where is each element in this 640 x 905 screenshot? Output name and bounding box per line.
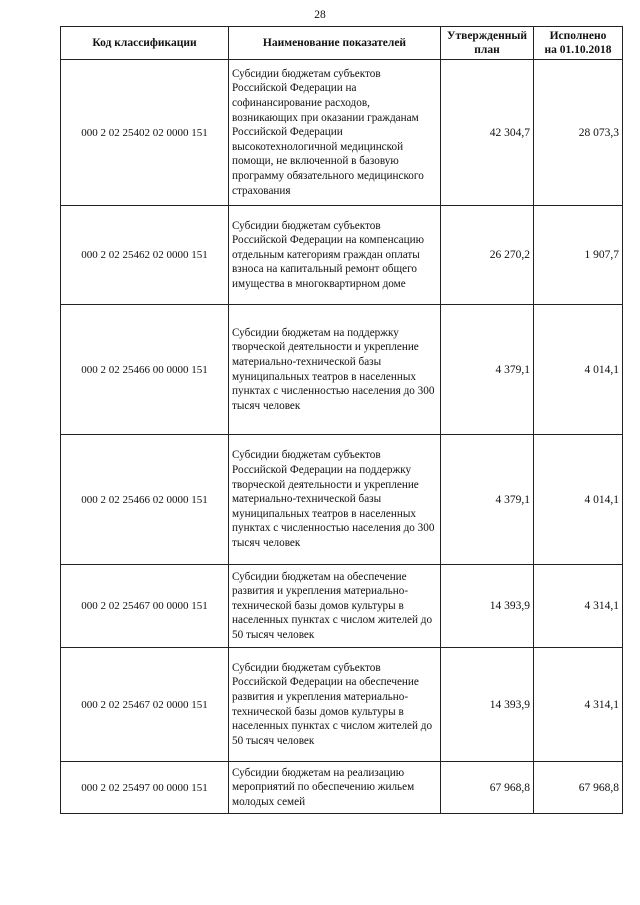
row-plan: 42 304,7 <box>441 60 534 206</box>
row-plan: 4 379,1 <box>441 305 534 435</box>
table-header-row <box>61 27 623 60</box>
header-plan-line2: план <box>474 44 500 56</box>
row-name: Субсидии бюджетам субъектов Российской Федерации на софинансирование расходов, возникающих при оказании гражданам Российской Федерации высокотехнологичной медицинской помощи, не включенной в базовую программу обязательного медицинского страхования <box>229 60 441 206</box>
table-row <box>61 648 623 762</box>
row-name: Субсидии бюджетам на реализацию мероприятий по обеспечению жильем молодых семей <box>229 762 441 814</box>
row-code: 000 2 02 25467 00 0000 151 <box>61 565 229 648</box>
row-plan: 14 393,9 <box>441 648 534 762</box>
row-done: 67 968,8 <box>534 762 623 814</box>
row-done: 28 073,3 <box>534 60 623 206</box>
row-code: 000 2 02 25466 02 0000 151 <box>61 435 229 565</box>
row-done: 4 014,1 <box>534 435 623 565</box>
table-row <box>61 60 623 206</box>
row-code: 000 2 02 25462 02 0000 151 <box>61 206 229 305</box>
page-number: 28 <box>314 9 326 21</box>
row-name: Субсидии бюджетам на обеспечение развития и укрепления материально-технической базы домов культуры в населенных пунктах с числом жителей до 50 тысяч человек <box>229 565 441 648</box>
row-code: 000 2 02 25467 02 0000 151 <box>61 648 229 762</box>
table-row <box>61 762 623 814</box>
row-done: 4 314,1 <box>534 648 623 762</box>
budget-table <box>60 26 623 814</box>
header-code: Код классификации <box>61 27 229 60</box>
row-code: 000 2 02 25497 00 0000 151 <box>61 762 229 814</box>
row-plan: 67 968,8 <box>441 762 534 814</box>
row-plan: 26 270,2 <box>441 206 534 305</box>
row-name: Субсидии бюджетам субъектов Российской Федерации на обеспечение развития и укрепления материально-технической базы домов культуры в населенных пунктах с числом жителей до 50 тысяч человек <box>229 648 441 762</box>
row-done: 4 314,1 <box>534 565 623 648</box>
header-name: Наименование показателей <box>229 27 441 60</box>
row-plan: 4 379,1 <box>441 435 534 565</box>
table-row <box>61 435 623 565</box>
row-code: 000 2 02 25466 00 0000 151 <box>61 305 229 435</box>
row-done: 4 014,1 <box>534 305 623 435</box>
row-name: Субсидии бюджетам на поддержку творческой деятельности и укрепление материально-технической базы муниципальных театров в населенных пунктах с численностью населения до 300 тысяч человек <box>229 305 441 435</box>
table-row <box>61 206 623 305</box>
row-code: 000 2 02 25402 02 0000 151 <box>61 60 229 206</box>
header-plan-line1: Утвержденный <box>447 30 527 42</box>
row-done: 1 907,7 <box>534 206 623 305</box>
header-plan <box>441 27 534 60</box>
header-done-line2: на 01.10.2018 <box>544 44 612 56</box>
row-name: Субсидии бюджетам субъектов Российской Федерации на поддержку творческой деятельности и укрепление материально-технической базы муниципальных театров в населенных пунктах с численностью населения до 300 тысяч человек <box>229 435 441 565</box>
row-name: Субсидии бюджетам субъектов Российской Федерации на компенсацию отдельным категориям граждан оплаты взноса на капитальный ремонт общего имущества в многоквартирном доме <box>229 206 441 305</box>
row-plan: 14 393,9 <box>441 565 534 648</box>
table-row <box>61 305 623 435</box>
header-done-line1: Исполнено <box>549 30 607 42</box>
header-done <box>534 27 623 60</box>
table-row <box>61 565 623 648</box>
